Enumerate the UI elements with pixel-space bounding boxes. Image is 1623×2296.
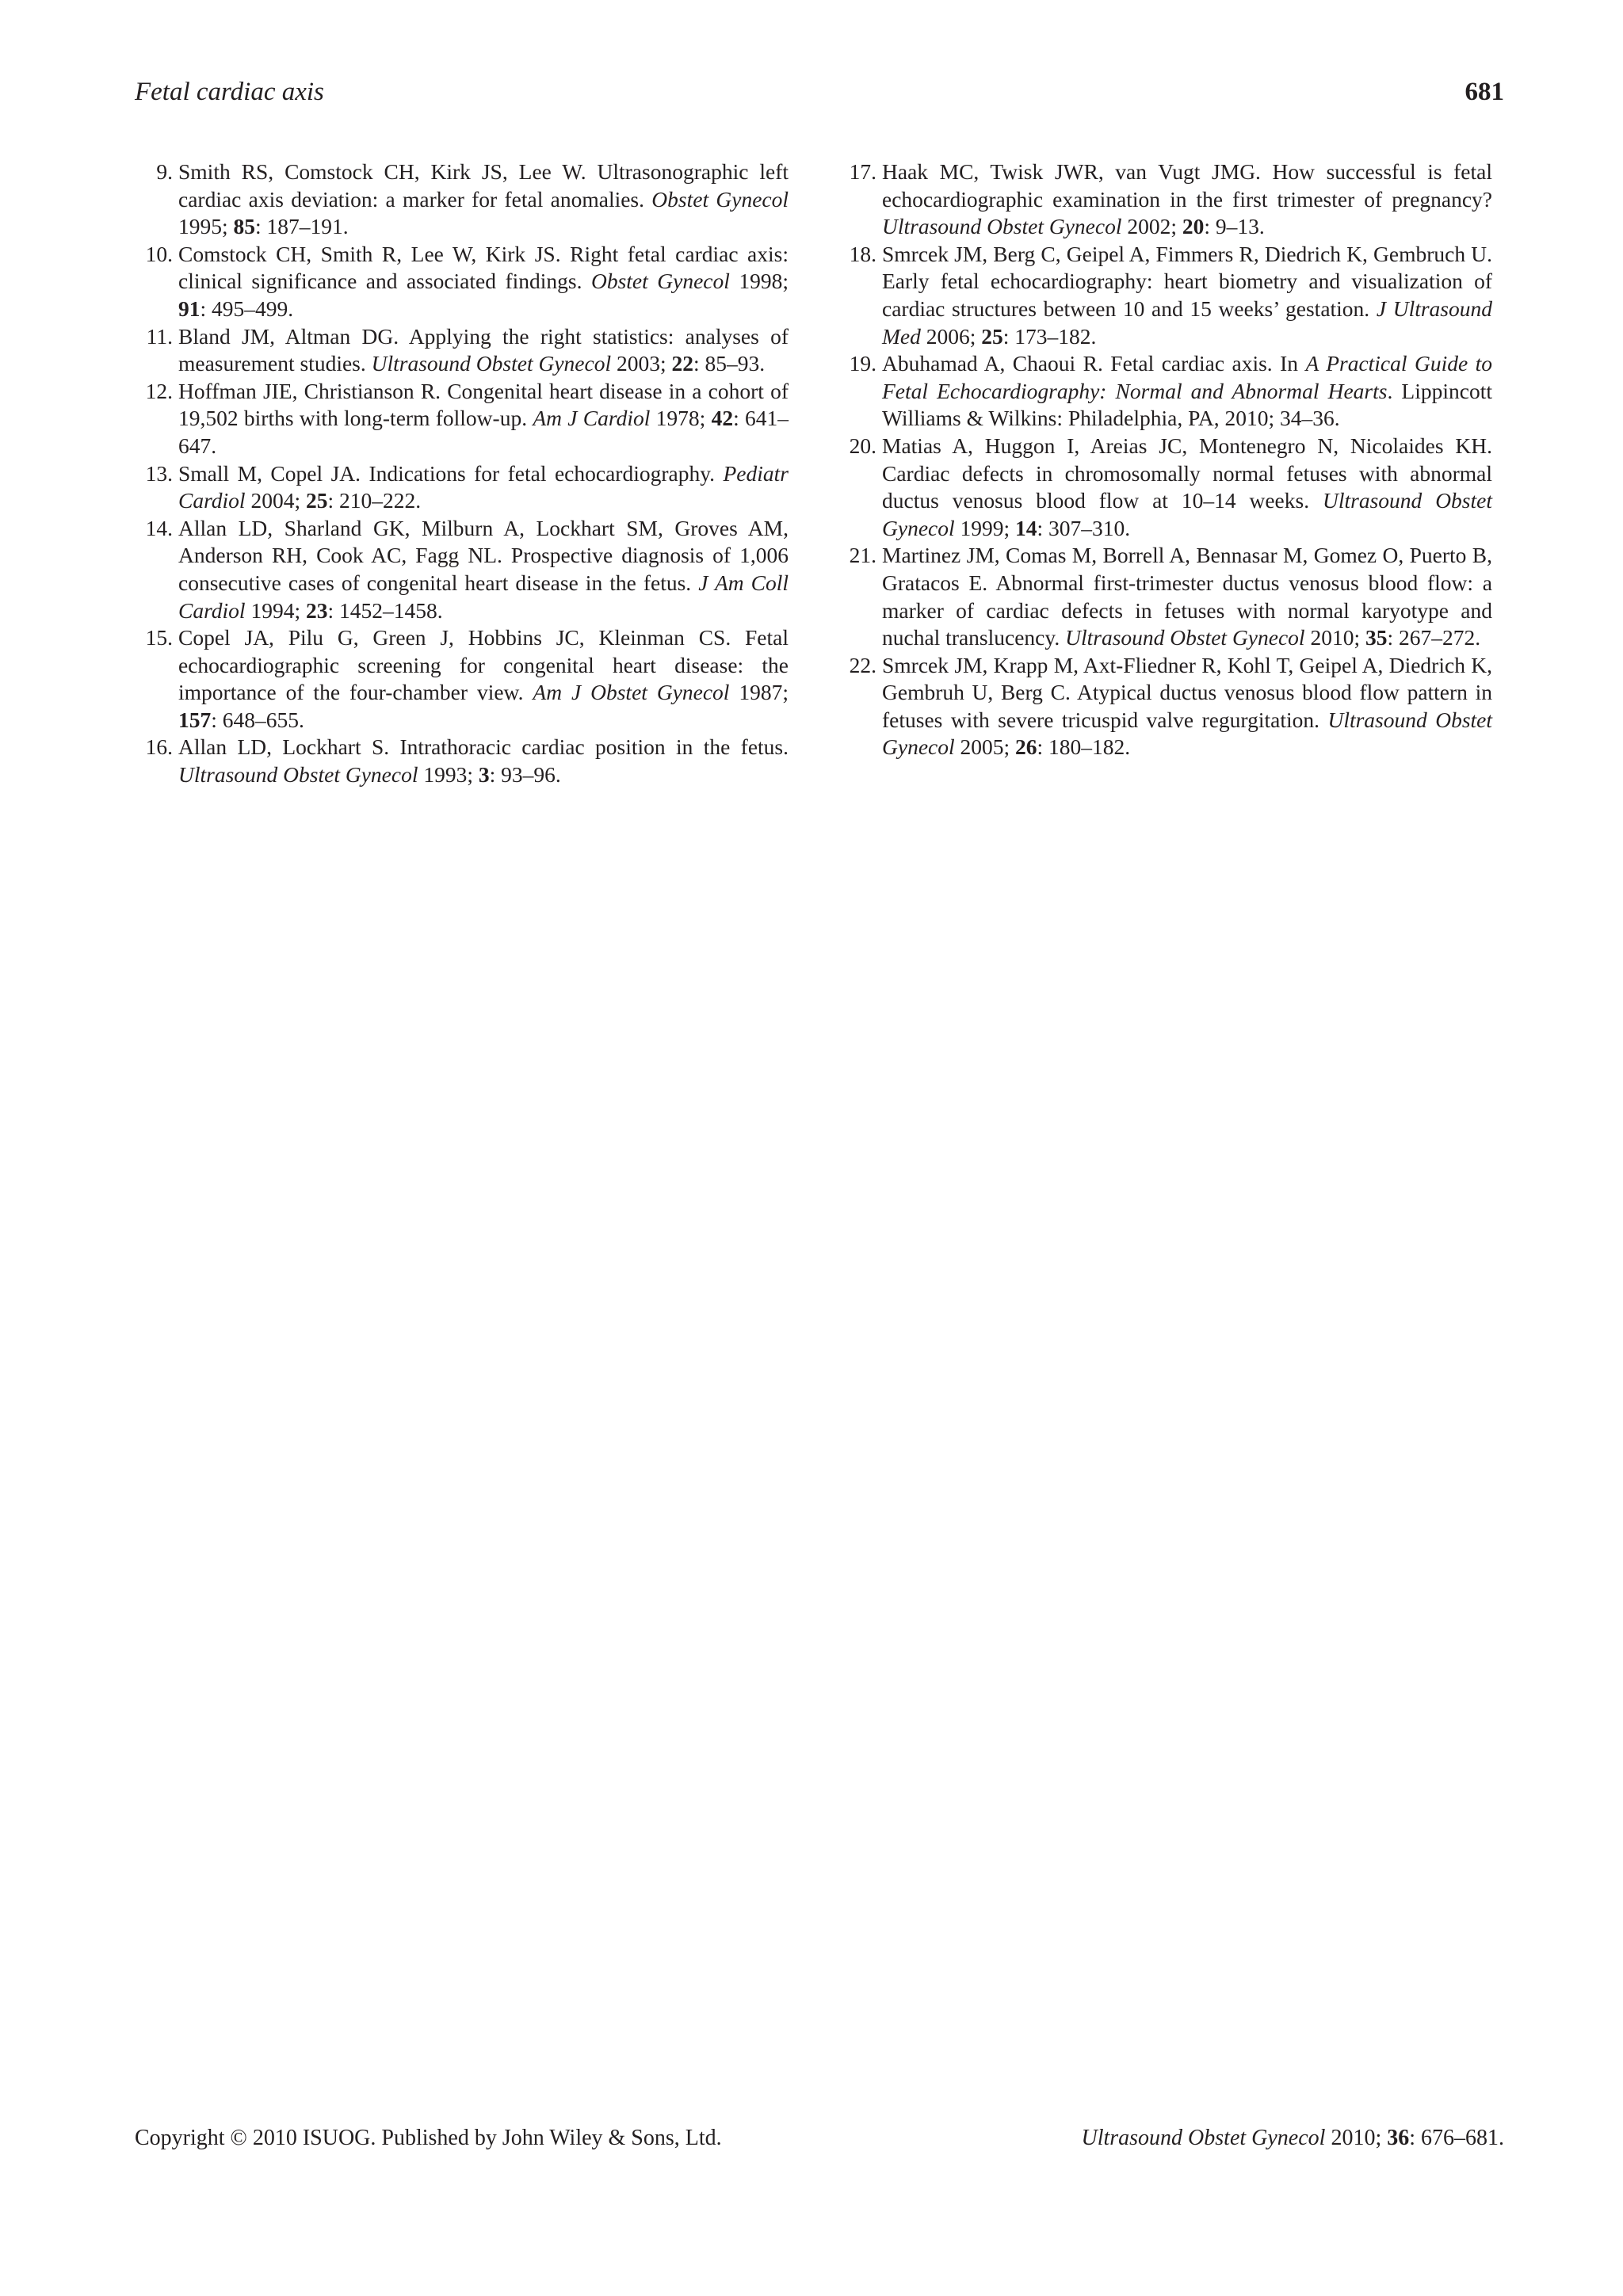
reference-item: 12. Hoffman JIE, Christianson R. Congenital heart disease in a cohort of 19,502 births with long-term follow-up. Am J Cardiol 1978; 42: 641–647. xyxy=(145,378,789,458)
reference-item: 17. Haak MC, Twisk JWR, van Vugt JMG. How successful is fetal echocardiographic examination in the first trimester of pregnancy? Ultrasound Obstet Gynecol 2002; 20: 9–13. xyxy=(849,159,1492,239)
reference-item: 22. Smrcek JM, Krapp M, Axt-Fliedner R, Kohl T, Geipel A, Diedrich K, Gembruh U, Berg C. Atypical ductus venosus blood flow pattern in fetuses with severe tricuspid valve regurgitation. Ultrasound Obstet Gynecol 2005; 26: 180–182. xyxy=(849,652,1493,760)
footer-citation: Ultrasound Obstet Gynecol 2010; 36: 676–681. xyxy=(1081,2126,1504,2150)
reference-item: 21. Martinez JM, Comas M, Borrell A, Bennasar M, Gomez O, Puerto B, Gratacos E. Abnormal first-trimester ductus venosus blood flow: a marker of cardiac defects in fetuses with normal karyotype and nuchal translucency. Ultrasound Obstet Gynecol 2010; 35: 267–272. xyxy=(849,543,1492,650)
reference-item: 11. Bland JM, Altman DG. Applying the right statistics: analyses of measurement studies. Ultrasound Obstet Gynecol 2003; 22: 85–93. xyxy=(146,323,789,376)
running-title: Fetal cardiac axis xyxy=(135,78,324,106)
reference-item: 18. Smrcek JM, Berg C, Geipel A, Fimmers R, Diedrich K, Gembruch U. Early fetal echocardiography: heart biometry and visualization of cardiac structures between 10 and 15 weeks’ gestation. J Ultrasound Med 2006; 25: 173–182. xyxy=(849,241,1492,349)
footer-copyright: Copyright © 2010 ISUOG. Published by John Wiley & Sons, Ltd. xyxy=(135,2126,722,2150)
page-number: 681 xyxy=(1465,78,1504,106)
reference-item: 16. Allan LD, Lockhart S. Intrathoracic cardiac position in the fetus. Ultrasound Obstet Gynecol 1993; 3: 93–96. xyxy=(145,734,789,788)
references-column-left xyxy=(135,158,789,789)
reference-item: 10. Comstock CH, Smith R, Lee W, Kirk JS. Right fetal cardiac axis: clinical significance and associated findings. Obstet Gynecol 1998; 91: 495–499. xyxy=(145,241,789,321)
reference-item: 14. Allan LD, Sharland GK, Milburn A, Lockhart SM, Groves AM, Anderson RH, Cook AC, Fagg NL. Prospective diagnosis of 1,006 consecutive cases of congenital heart disease in the fetus. J Am Coll Cardiol 1994; 23: 1452–1458. xyxy=(145,515,789,623)
reference-item: 15. Copel JA, Pilu G, Green J, Hobbins JC, Kleinman CS. Fetal echocardiographic screening for congenital heart disease: the importance of the four-chamber view. Am J Obstet Gynecol 1987; 157: 648–655. xyxy=(145,625,789,732)
reference-item: 9. Smith RS, Comstock CH, Kirk JS, Lee W. Ultrasonographic left cardiac axis deviation: a marker for fetal anomalies. Obstet Gynecol 1995; 85: 187–191. xyxy=(156,159,789,239)
reference-item: 13. Small M, Copel JA. Indications for fetal echocardiography. Pediatr Cardiol 2004; 25: 210–222. xyxy=(145,460,789,513)
reference-item: 20. Matias A, Huggon I, Areias JC, Montenegro N, Nicolaides KH. Cardiac defects in chromosomally normal fetuses with abnormal ductus venosus blood flow at 10–14 weeks. Ultrasound Obstet Gynecol 1999; 14: 307–310. xyxy=(849,433,1492,540)
reference-item: 19. Abuhamad A, Chaoui R. Fetal cardiac axis. In A Practical Guide to Fetal Echocardiography: Normal and Abnormal Hearts. Lippincott Williams & Wilkins: Philadelphia, PA, 2010; 34–36. xyxy=(849,351,1492,431)
references-column-right xyxy=(838,158,1492,761)
